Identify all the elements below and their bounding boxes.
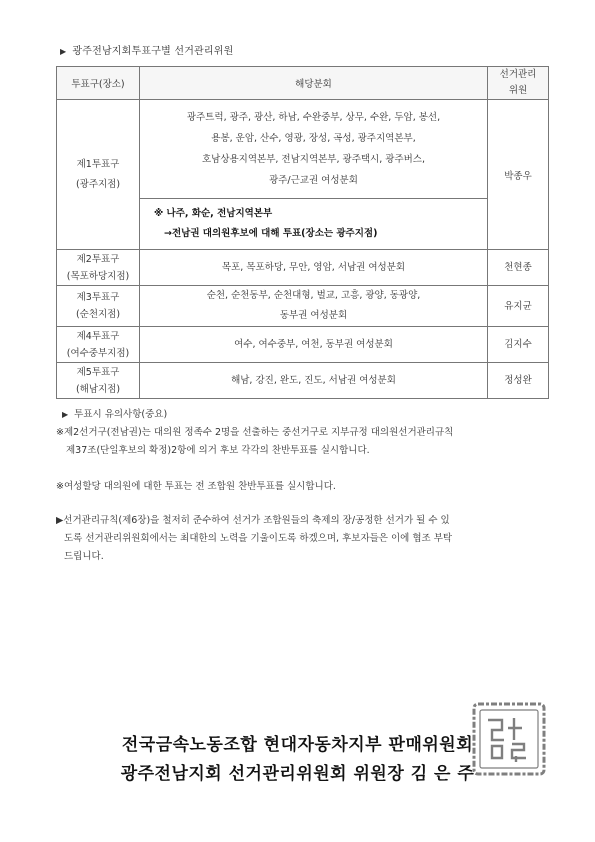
table-row	[57, 363, 549, 399]
section-title-text: 광주전남지회투표구별 선거관리위원	[72, 46, 234, 57]
notice-line: ※제2선거구(전남권)는 대의원 정족수 2명을 선출하는 중선거구로 지부규정 대의원선거관리규칙	[56, 427, 454, 438]
district-location: (순천지점)	[75, 309, 121, 320]
notice-line: 드립니다.	[64, 551, 104, 562]
table-row	[57, 250, 549, 286]
member-cell: 박종우	[488, 100, 549, 250]
table-header-row	[57, 67, 549, 100]
table-row	[57, 286, 549, 327]
branches-cell: 여수, 여수중부, 여천, 동부권 여성분회	[140, 327, 488, 363]
note-line: ※ 나주, 화순, 전남지역본부	[154, 208, 273, 219]
member-cell: 김지수	[488, 327, 549, 363]
notice-title-text: 투표시 유의사항(중요)	[74, 409, 168, 420]
header-member-line2: 위원	[508, 85, 528, 96]
notice-line: 도록 선거관리위원회에서는 최대한의 노력을 기울이도록 하겠으며, 후보자들은 이에 협조 부탁	[64, 533, 453, 544]
district-name: 제5투표구	[76, 366, 120, 378]
notice-line: 제37조(단일후보의 확정)2항에 의거 후보 각각의 찬반투표를 실시합니다.	[66, 445, 370, 456]
branches-cell: 목포, 목포하당, 무안, 영암, 서남권 여성분회	[140, 250, 488, 286]
branch-line: 용봉, 운암, 산수, 영광, 장성, 곡성, 광주지역본부,	[211, 133, 416, 144]
branches-note-cell	[140, 199, 488, 250]
district-location: (해남지점)	[75, 383, 121, 395]
branch-line: 광주/근교권 여성분회	[269, 175, 358, 186]
member-cell: 유지균	[488, 286, 549, 327]
notice-paragraph-district2	[56, 424, 536, 460]
district-location: (광주지점)	[75, 178, 121, 190]
election-committee-table	[56, 66, 549, 399]
district-cell	[57, 286, 140, 327]
notice-title	[62, 406, 167, 420]
header-district: 투표구(장소)	[57, 67, 140, 100]
branches-cell	[140, 100, 488, 199]
footer-organization: 전국금속노동조합 현대자동차지부 판매위원회	[121, 735, 474, 755]
triangle-bullet-icon: ▶	[60, 47, 67, 56]
district-name: 제3투표구	[76, 292, 120, 303]
notice-paragraph-rules	[56, 512, 536, 566]
notice-paragraph-women-quota	[56, 478, 536, 496]
table-row	[57, 100, 549, 199]
district-cell	[57, 100, 140, 250]
branches-cell: 해남, 강진, 완도, 진도, 서남권 여성분회	[140, 363, 488, 399]
district-name: 제4투표구	[76, 330, 120, 342]
district-name: 제2투표구	[76, 253, 120, 265]
branch-line: 동부권 여성분회	[279, 310, 348, 321]
section-title	[60, 42, 234, 57]
district-location: (목포하당지점)	[66, 270, 130, 282]
branches-cell	[140, 286, 488, 327]
triangle-bullet-icon: ▶	[62, 410, 69, 419]
table-row	[57, 327, 549, 363]
header-branches: 해당분회	[140, 67, 488, 100]
notice-line: ※여성할당 대의원에 대한 투표는 전 조합원 찬반투표를 실시합니다.	[56, 481, 336, 492]
member-cell: 천현종	[488, 250, 549, 286]
footer-signatory: 광주전남지회 선거관리위원회 위원장 김 은 주	[120, 764, 475, 784]
notice-line: ▶선거관리규칙(제6장)을 철저히 준수하여 선거가 조합원들의 축제의 장/공정한 선거가 될 수 있	[56, 515, 450, 526]
branch-line: 순천, 순천동부, 순천대형, 벌교, 고흥, 광양, 동광양,	[206, 290, 421, 301]
district-cell	[57, 363, 140, 399]
district-cell	[57, 327, 140, 363]
branch-line: 광주트럭, 광주, 광산, 하남, 수완중부, 상무, 수완, 두암, 봉선,	[186, 112, 441, 123]
branch-line: 호남상용지역본부, 전남지역본부, 광주택시, 광주버스,	[201, 154, 426, 165]
district-location: (여수중부지점)	[66, 347, 130, 359]
note-line: →전남권 대의원후보에 대해 투표(장소는 광주지점)	[164, 228, 378, 239]
header-member	[488, 67, 549, 100]
header-member-line1: 선거관리	[499, 69, 537, 80]
member-cell: 정성완	[488, 363, 549, 399]
district-name: 제1투표구	[76, 158, 120, 170]
district-cell	[57, 250, 140, 286]
